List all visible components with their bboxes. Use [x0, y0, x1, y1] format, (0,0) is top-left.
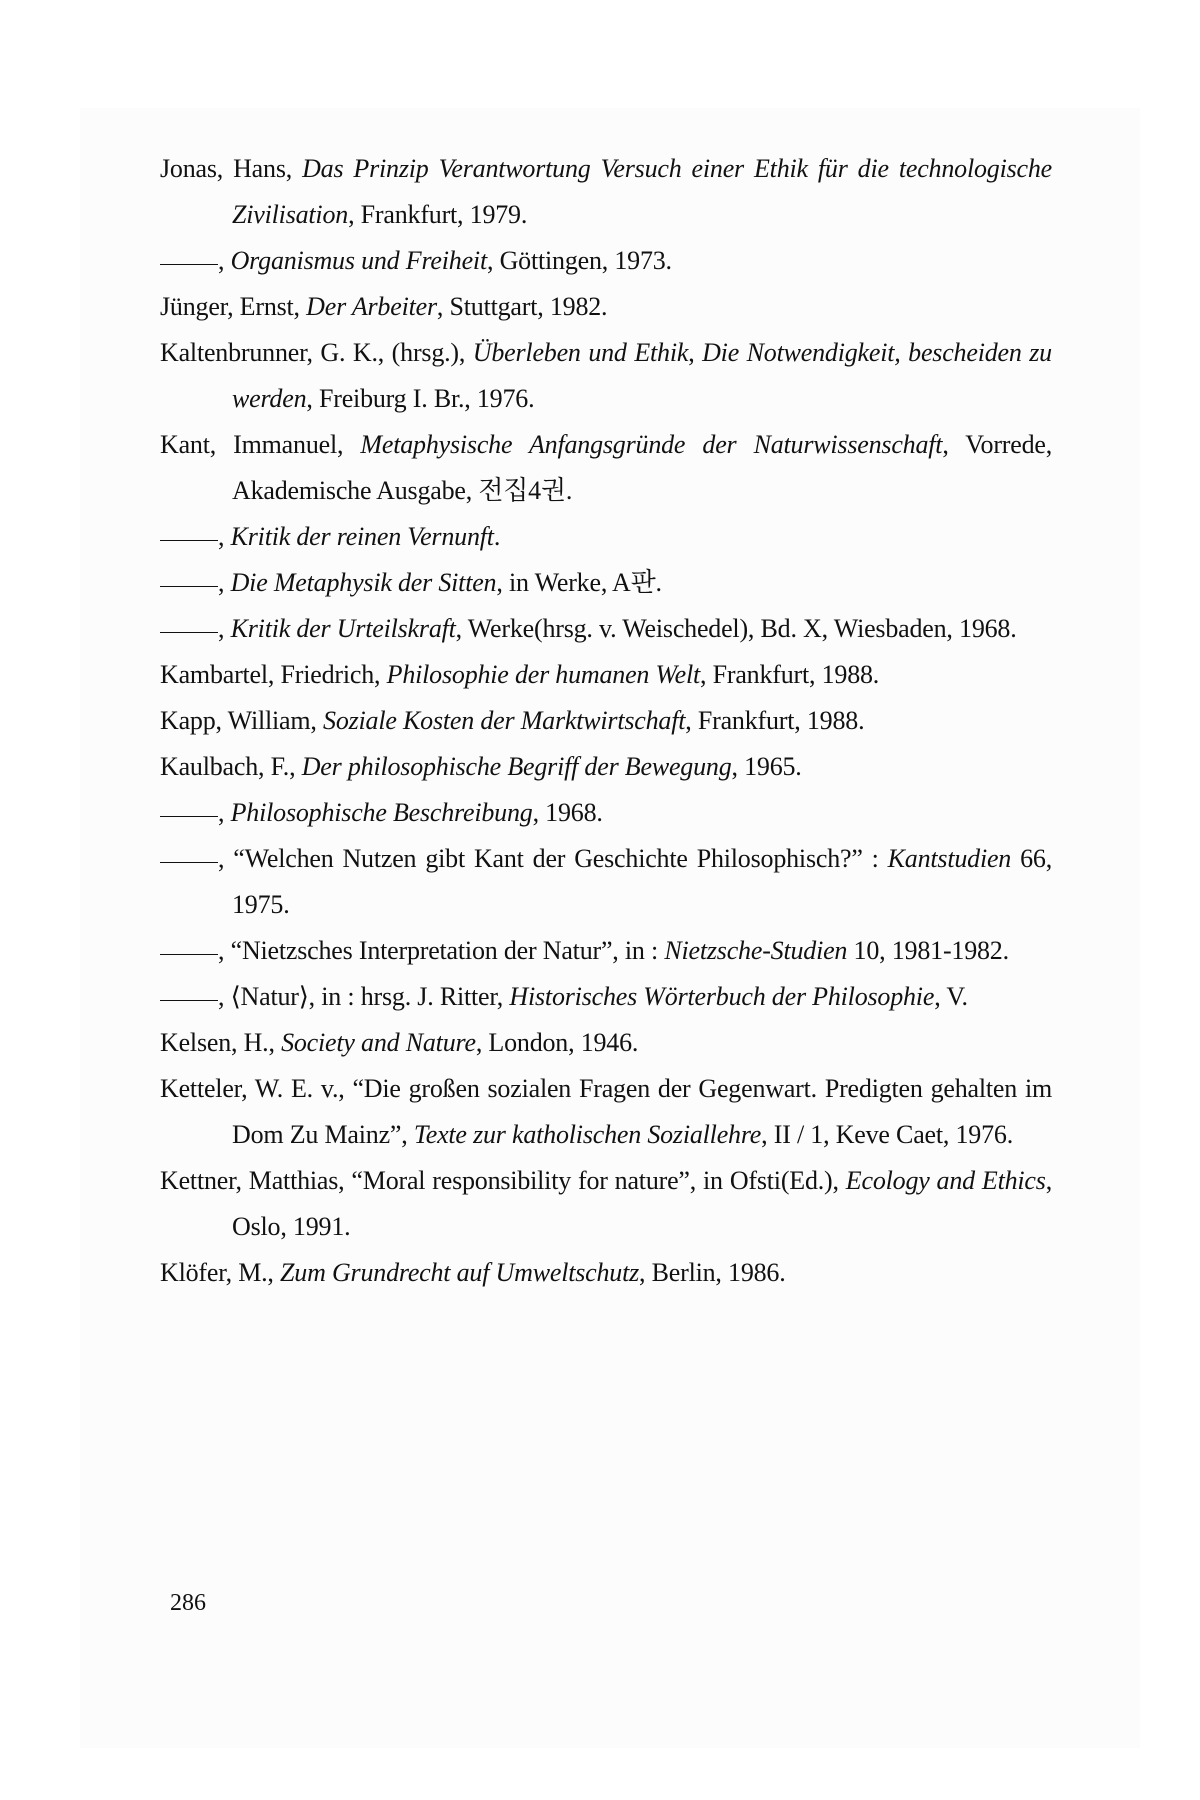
entry-text: , Göttingen, 1973.	[486, 246, 672, 275]
entry-text: ,	[688, 338, 703, 367]
bibliography-entry-same-author	[160, 606, 1052, 652]
entry-title: Kantstudien	[887, 844, 1012, 873]
entry-text: , “Welchen Nutzen gibt Kant der Geschichte Philosophisch?” :	[218, 844, 888, 873]
entry-text: Kelsen, H.,	[160, 1028, 282, 1057]
bibliography-entry	[160, 284, 1052, 330]
entry-text: , “Nietzsches Interpretation der Natur”, in :	[218, 936, 665, 965]
entry-text: Ketteler, W. E. v., “Die großen sozialen Fragen der Gegenwart. Predigten gehalten im Dom Zu Mainz”,	[160, 1074, 1052, 1149]
bibliography-entry	[160, 652, 1052, 698]
entry-text: , Werke(hrsg. v. Weischedel), Bd. X, Wiesbaden, 1968.	[455, 614, 1017, 643]
entry-text: , Frankfurt, 1988.	[700, 660, 880, 689]
bibliography-list	[160, 146, 1052, 1296]
entry-text: , Berlin, 1986.	[639, 1258, 786, 1287]
bibliography-entry	[160, 1158, 1052, 1250]
entry-text: , ⟨Natur⟩, in : hrsg. J. Ritter,	[218, 982, 510, 1011]
bibliography-entry-same-author	[160, 928, 1052, 974]
entry-text: , Vorrede, Akademische Ausgabe, 전집4권.	[232, 430, 1053, 505]
bibliography-entry-same-author	[160, 836, 1052, 928]
entry-title: Kritik der Urteilskraft	[230, 614, 456, 643]
entry-title: Texte zur katholischen Soziallehre	[413, 1120, 762, 1149]
page-number: 286	[170, 1590, 206, 1616]
entry-text: ,	[218, 798, 231, 827]
bibliography-entry-same-author	[160, 514, 1052, 560]
entry-text: Kaulbach, F.,	[160, 752, 302, 781]
bibliography-entry-same-author	[160, 238, 1052, 284]
bibliography-entry	[160, 744, 1052, 790]
bibliography-entry	[160, 1020, 1052, 1066]
entry-title: Der Arbeiter	[306, 292, 437, 321]
same-author-dash	[160, 540, 218, 541]
entry-title: Nietzsche-Studien	[664, 936, 848, 965]
bibliography-entry	[160, 1250, 1052, 1296]
bibliography-entry-same-author	[160, 790, 1052, 836]
entry-text: , Frankfurt, 1988.	[685, 706, 865, 735]
entry-text: , London, 1946.	[475, 1028, 639, 1057]
entry-text: , Stuttgart, 1982.	[436, 292, 608, 321]
entry-title: Die Notwendigkeit, bescheiden zu werden	[232, 338, 1052, 413]
same-author-dash	[160, 954, 218, 955]
same-author-dash	[160, 264, 218, 265]
entry-text: Jünger, Ernst,	[160, 292, 307, 321]
entry-text: Klöfer, M.,	[160, 1258, 281, 1287]
entry-text: Kant, Immanuel,	[160, 430, 361, 459]
entry-title: Die Metaphysik der Sitten	[230, 568, 497, 597]
bibliography-entry	[160, 146, 1052, 238]
same-author-dash	[160, 862, 218, 863]
entry-text: , Frankfurt, 1979.	[348, 200, 528, 229]
entry-text: .	[493, 522, 501, 551]
bibliography-entry	[160, 1066, 1052, 1158]
entry-text: Kaltenbrunner, G. K., (hrsg.),	[160, 338, 473, 367]
entry-text: ,	[218, 568, 231, 597]
entry-title: Organismus und Freiheit	[230, 246, 487, 275]
entry-text: Jonas, Hans,	[160, 154, 303, 183]
entry-text: , Freiburg I. Br., 1976.	[306, 384, 535, 413]
entry-title: Metaphysische Anfangsgründe der Naturwissenschaft	[360, 430, 943, 459]
entry-title: Ecology and Ethics	[845, 1166, 1046, 1195]
entry-text: Kettner, Matthias, “Moral responsibility for nature”, in Ofsti(Ed.),	[160, 1166, 846, 1195]
bibliography-entry	[160, 698, 1052, 744]
entry-title: Historisches Wörterbuch der Philosophie	[509, 982, 935, 1011]
entry-text: Kapp, William,	[160, 706, 324, 735]
entry-title: Überleben und Ethik	[472, 338, 689, 367]
entry-text: 66, 1975.	[232, 844, 1052, 919]
entry-text: , II / 1, Keve Caet, 1976.	[761, 1120, 1013, 1149]
entry-title: Soziale Kosten der Marktwirtschaft	[323, 706, 686, 735]
entry-text: ,	[218, 614, 231, 643]
entry-title: Der philosophische Begriff der Bewegung	[301, 752, 732, 781]
bibliography-entry-same-author	[160, 974, 1052, 1020]
bibliography-entry	[160, 330, 1052, 422]
entry-text: ,	[218, 522, 231, 551]
bibliography-entry	[160, 422, 1052, 514]
entry-title: Kritik der reinen Vernunft	[230, 522, 494, 551]
entry-text: , Oslo, 1991.	[232, 1166, 1053, 1241]
entry-title: Philosophische Beschreibung	[230, 798, 533, 827]
entry-title: Zum Grundrecht auf Umweltschutz	[280, 1258, 640, 1287]
entry-text: Kambartel, Friedrich,	[160, 660, 387, 689]
entry-text: , in Werke, A판.	[496, 568, 662, 597]
entry-text: 10, 1981-1982.	[847, 936, 1009, 965]
entry-text: , V.	[934, 982, 968, 1011]
entry-title: Das Prinzip Verantwortung Versuch einer Ethik für die technologische Zivilisation	[232, 154, 1052, 229]
entry-text: ,	[218, 246, 231, 275]
same-author-dash	[160, 632, 218, 633]
entry-text: , 1965.	[731, 752, 802, 781]
entry-title: Philosophie der humanen Welt	[386, 660, 700, 689]
entry-title: Society and Nature	[281, 1028, 476, 1057]
same-author-dash	[160, 1000, 218, 1001]
same-author-dash	[160, 816, 218, 817]
bibliography-entry-same-author	[160, 560, 1052, 606]
entry-text: , 1968.	[532, 798, 603, 827]
same-author-dash	[160, 586, 218, 587]
